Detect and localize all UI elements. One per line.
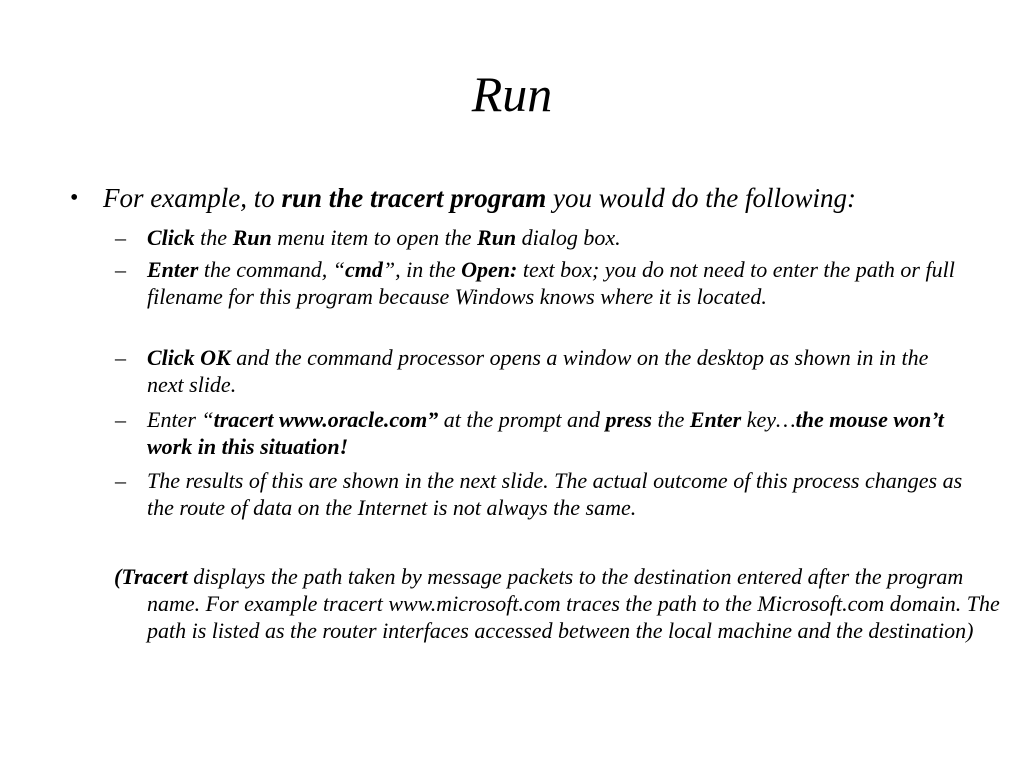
step-plain: the [200, 225, 233, 250]
step-plain: the command, “ [198, 257, 346, 282]
step-click-run [115, 224, 970, 251]
step-text [147, 344, 970, 398]
step-bold: Run [477, 225, 517, 250]
step-plain: ”, in the [382, 257, 462, 282]
step-enter-tracert [115, 406, 970, 460]
dash-bullet: – [115, 225, 126, 250]
step-plain: menu item to open the [271, 225, 478, 250]
step-bold: Click [147, 225, 201, 250]
bullet-dot: • [70, 185, 79, 211]
step-bold: cmd [345, 257, 383, 282]
step-text [147, 406, 970, 460]
step-text [147, 256, 970, 310]
step-bold: the mouse won’t work in this situation! [147, 407, 944, 459]
step-plain: dialog box. [516, 225, 621, 250]
main-bullet-text-part: you would do the following: [546, 183, 856, 213]
step-text: The results of this are shown in the next slide. The actual outcome of this process changes as the route of data on the Internet is not always the same. [147, 468, 963, 520]
step-results [115, 467, 970, 521]
step-click-ok [115, 344, 970, 398]
dash-bullet: – [115, 345, 126, 370]
dash-bullet: – [115, 407, 126, 432]
slide-title: Run [471, 66, 553, 122]
step-enter-command [115, 256, 970, 310]
step-plain: and the command processor opens a window on the desktop as shown in in the next slide. [147, 345, 929, 397]
step-plain: Enter “ [147, 407, 214, 432]
step-bold: Enter [147, 257, 199, 282]
note-text: displays the path taken by message packets to the destination entered after the program name. For example tracert www.microsoft.com traces the path to the Microsoft.com domain. The path is listed as the router interfaces accessed between the local machine and the destination) [147, 564, 1000, 643]
step-bold: tracert www.oracle.com” [213, 407, 439, 432]
step-bold: Run [232, 225, 272, 250]
step-bold: Click OK [147, 345, 231, 370]
note-bold: (Tracert [114, 564, 188, 589]
main-bullet-text-part: For example, to [103, 183, 282, 213]
step-plain: the [651, 407, 690, 432]
step-bold: Open: [461, 257, 518, 282]
step-bold: press [605, 407, 652, 432]
step-plain: key… [741, 407, 796, 432]
dash-bullet: – [115, 257, 126, 282]
step-text [147, 224, 970, 251]
tracert-note [114, 563, 1003, 644]
step-plain: at the prompt and [438, 407, 606, 432]
step-plain: text box; you do not need to enter the path or full filename for this program because Windows knows where it is located. [147, 257, 955, 309]
dash-bullet: – [115, 468, 126, 493]
main-bullet-bold-part: run the tracert program [281, 183, 547, 213]
main-bullet-text [103, 181, 856, 215]
step-bold: Enter [689, 407, 742, 432]
